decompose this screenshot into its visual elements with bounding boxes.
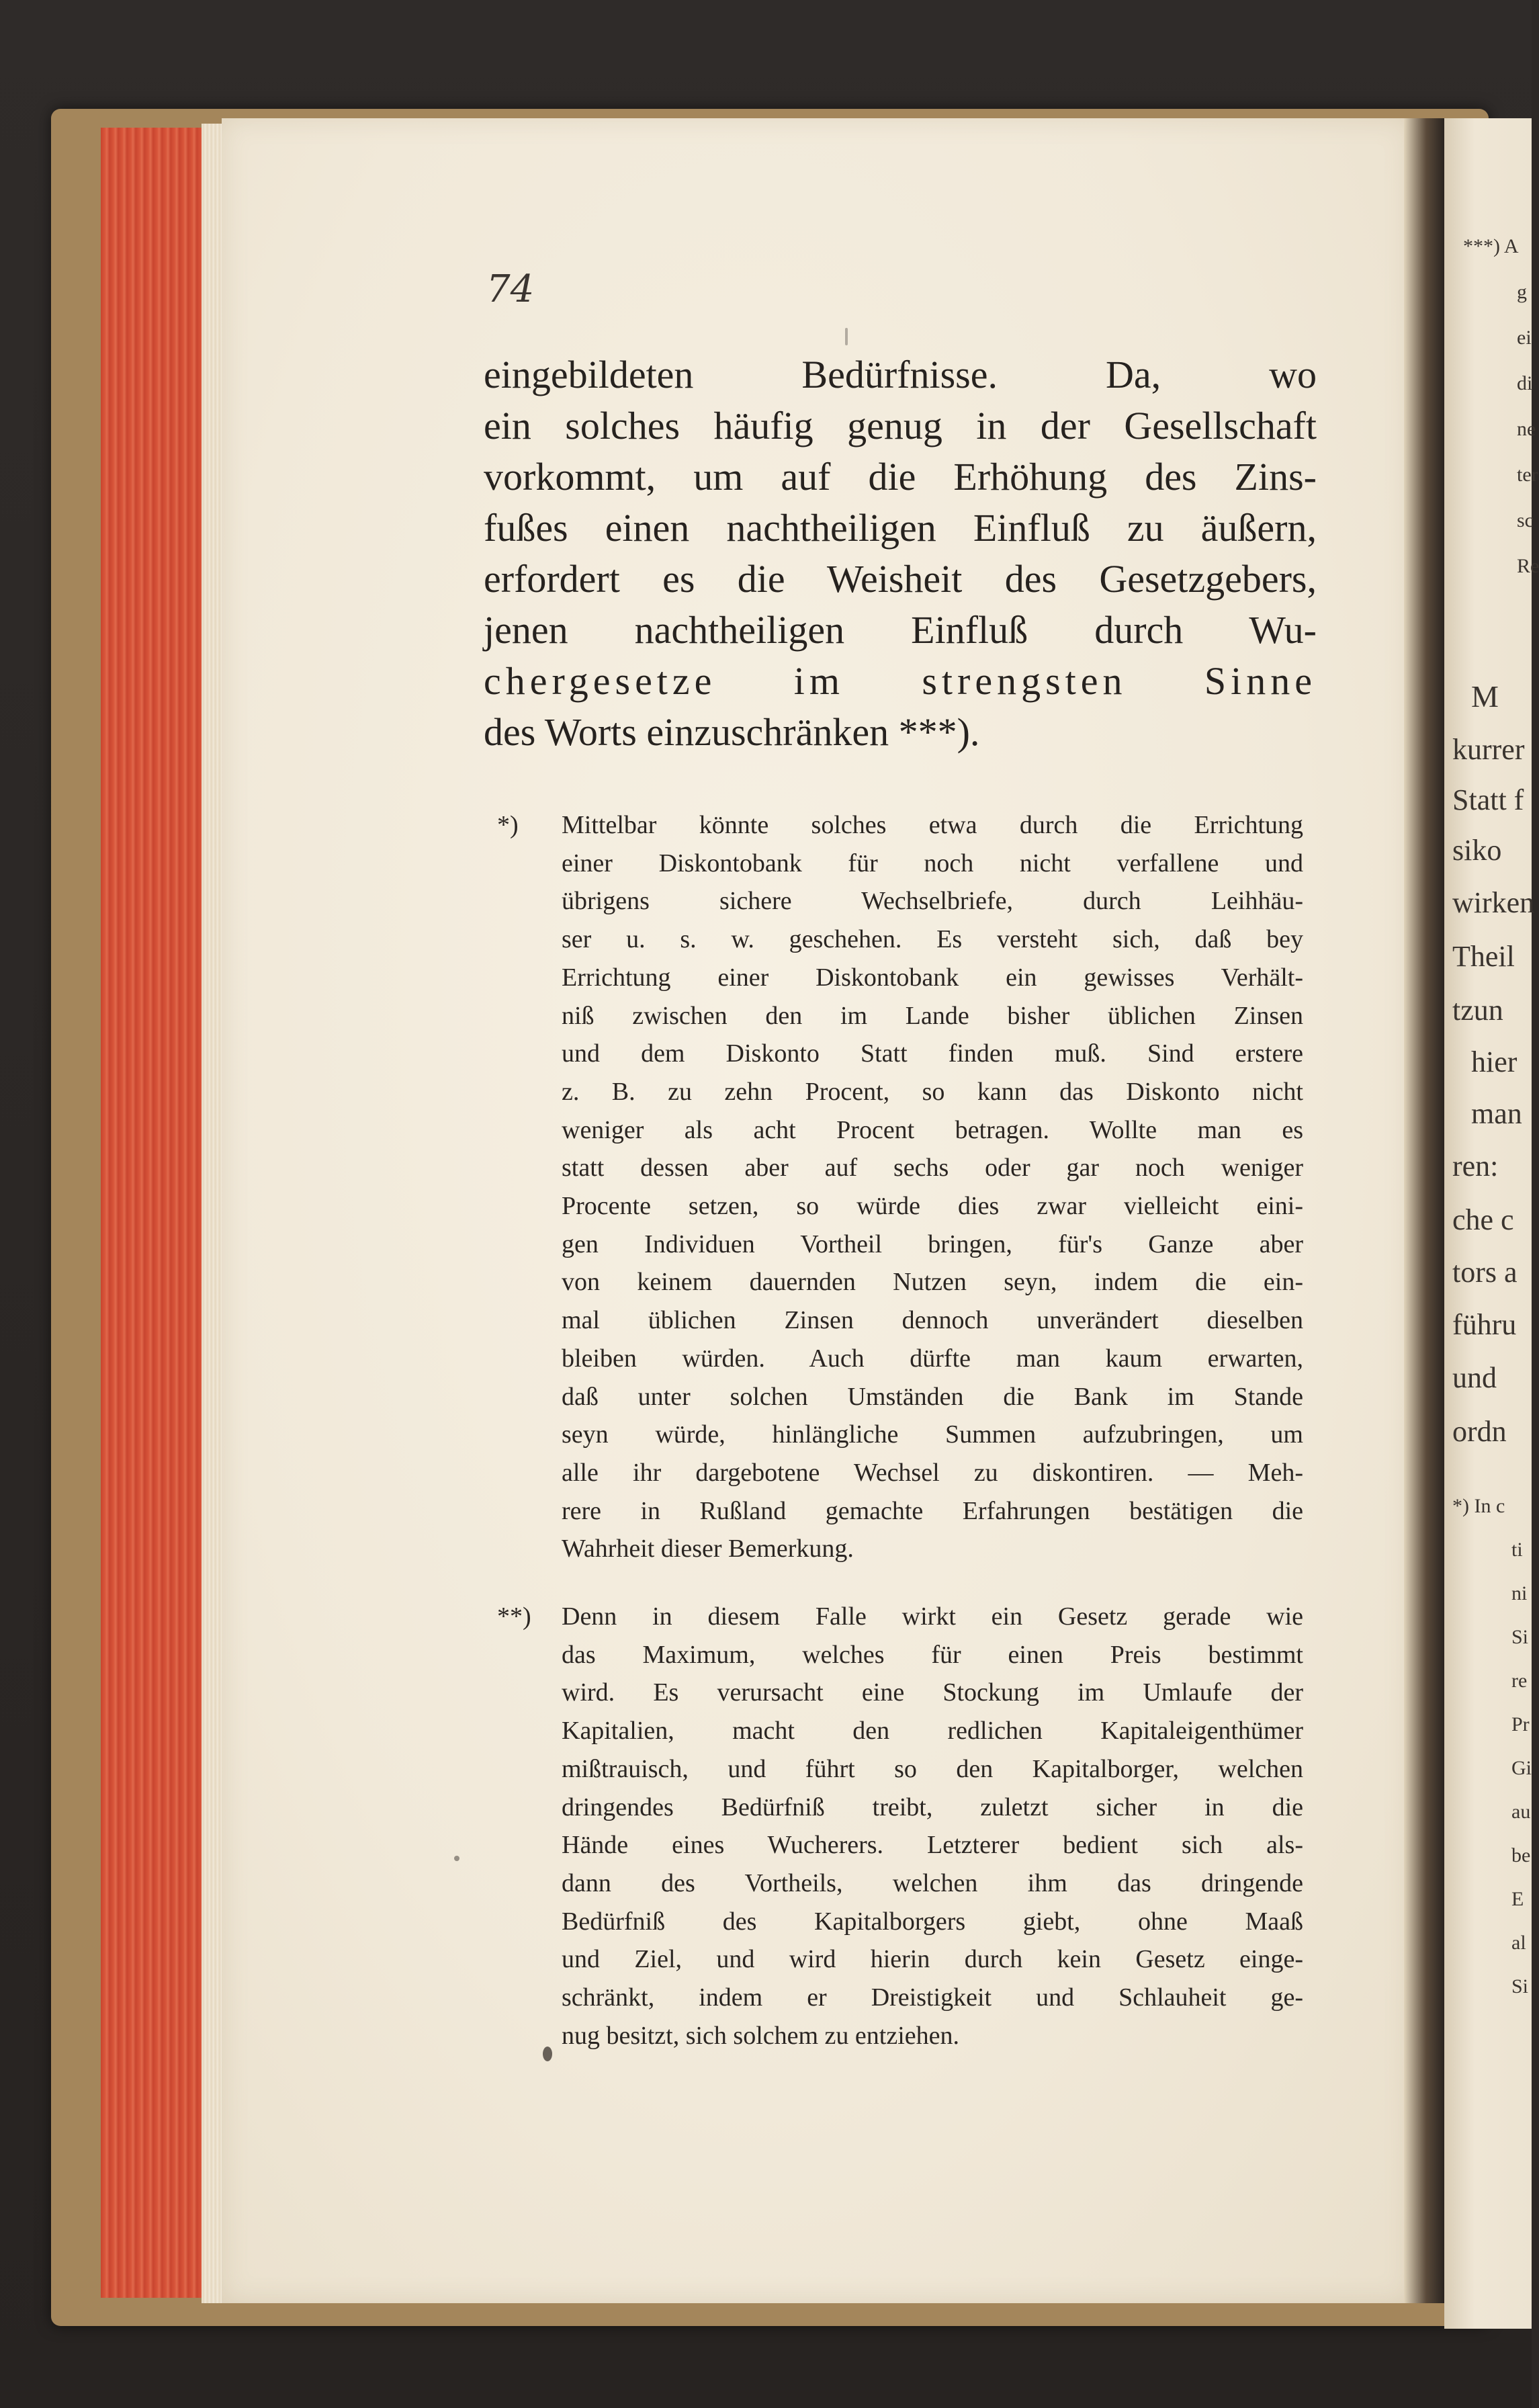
next-page-fragment: ***) A <box>1463 235 1519 257</box>
footnote-line: gen Individuen Vortheil bringen, für's Ganze aber <box>562 1230 1303 1258</box>
footnote-line: wird. Es verursacht eine Stockung im Umlaufe der <box>562 1678 1303 1707</box>
next-page-fragment: Pr <box>1511 1713 1530 1735</box>
footnote-line: mal üblichen Zinsen dennoch unverändert dieselben <box>562 1306 1303 1335</box>
next-page-fragment: ordn <box>1452 1415 1507 1448</box>
footnote-line: Hände eines Wucherers. Letzterer bedient sich als- <box>562 1831 1303 1860</box>
next-page-fragment: g <box>1517 281 1527 303</box>
footnote-line: übrigens sichere Wechselbriefe, durch Leihhäu- <box>562 887 1303 916</box>
footnote-line: und Ziel, und wird hierin durch kein Gesetz einge- <box>562 1945 1303 1974</box>
next-page-fragment: ei <box>1517 327 1532 349</box>
next-page-fragment: ren: <box>1452 1150 1499 1182</box>
footnote-line: Errichtung einer Diskontobank ein gewisses Verhält- <box>562 963 1303 992</box>
next-page-fragment: siko <box>1452 834 1502 867</box>
next-page-fragment: di <box>1517 372 1533 394</box>
next-page-fragment: ter <box>1517 464 1538 486</box>
next-page-fragment: Gi <box>1511 1757 1532 1779</box>
footnote-line: Wahrheit dieser Bemerkung. <box>562 1535 854 1563</box>
footnote-line: alle ihr dargebotene Wechsel zu diskontiren. — Meh- <box>562 1458 1303 1487</box>
next-page-fragment: ti <box>1511 1539 1523 1561</box>
next-page-fragment: ne <box>1517 418 1536 440</box>
red-page-edges <box>101 128 218 2298</box>
body-line: erfordert es die Weisheit des Gesetzgebers, <box>484 557 1317 601</box>
next-page-fragment: sc <box>1517 509 1534 531</box>
next-page-edge <box>1444 118 1539 2329</box>
next-page-fragment: Statt f <box>1452 783 1524 816</box>
footnote-line: rere in Rußland gemachte Erfahrungen bestätigen die <box>562 1496 1303 1525</box>
next-page-fragment: re <box>1511 1670 1528 1692</box>
next-page-fragment: be <box>1511 1844 1531 1866</box>
next-page-fragment: tzun <box>1452 994 1503 1027</box>
next-page-fragment: kurrer <box>1452 733 1525 766</box>
footnote-line: niß zwischen den im Lande bisher üblichen Zinsen <box>562 1001 1303 1030</box>
footnote-line: dann des Vortheils, welchen ihm das dringende <box>562 1868 1303 1897</box>
footnote-line: Mittelbar könnte solches etwa durch die Errichtung <box>562 811 1303 839</box>
next-page-fragment: che c <box>1452 1203 1514 1236</box>
footnote-line: weniger als acht Procent betragen. Wollte man es <box>562 1115 1303 1144</box>
footnote-marker: **) <box>497 1602 531 1631</box>
footnote-line: das Maximum, welches für einen Preis bestimmt <box>562 1640 1303 1669</box>
footnote-text <box>562 1598 1303 2055</box>
body-line: des Worts einzuschränken ***). <box>484 710 980 754</box>
footnote-line: von keinem dauernden Nutzen seyn, indem die ein- <box>562 1268 1303 1297</box>
next-page-fragment: M <box>1471 679 1499 714</box>
next-page-fragment: ni <box>1511 1582 1528 1604</box>
body-line: vorkommt, um auf die Erhöhung des Zins- <box>484 455 1317 499</box>
footnote-line: Kapitalien, macht den redlichen Kapitaleigenthümer <box>562 1717 1303 1746</box>
next-page-fragment: tors a <box>1452 1256 1518 1289</box>
footnote-line: daß unter solchen Umständen die Bank im Stande <box>562 1382 1303 1411</box>
footnote-line: mißtrauisch, und führt so den Kapitalborger, welchen <box>562 1754 1303 1783</box>
next-page-fragment: Si <box>1511 1626 1529 1648</box>
footnote-line: schränkt, indem er Dreistigkeit und Schlauheit ge- <box>562 1983 1303 2012</box>
footnote-line: z. B. zu zehn Procent, so kann das Diskonto nicht <box>562 1077 1303 1106</box>
footnote-marker: *) <box>497 811 519 839</box>
body-line: ein solches häufig genug in der Gesellschaft <box>484 404 1317 447</box>
footnote-line: Bedürfniß des Kapitalborgers giebt, ohne Maaß <box>562 1907 1303 1936</box>
footnote-line: Denn in diesem Falle wirkt ein Gesetz gerade wie <box>562 1602 1303 1631</box>
next-page-fragment: hier <box>1471 1045 1518 1078</box>
next-page-fragment: führu <box>1452 1308 1517 1341</box>
next-page-fragment: wirken <box>1452 886 1535 919</box>
footnote-line: bleiben würden. Auch dürfte man kaum erwarten, <box>562 1344 1303 1373</box>
next-page-fragment: *) In c <box>1452 1495 1505 1517</box>
body-line: chergesetze im strengsten Sinne <box>484 659 1317 703</box>
next-page-fragment: Si <box>1511 1975 1529 1997</box>
footnote-text <box>562 806 1303 1568</box>
ink-spot <box>543 2047 552 2061</box>
footnote-line: ser u. s. w. geschehen. Es versteht sich, daß bey <box>562 925 1303 954</box>
footnote-line: dringendes Bedürfniß treibt, zuletzt sicher in die <box>562 1793 1303 1821</box>
footnote-line: statt dessen aber auf sechs oder gar noch weniger <box>562 1154 1303 1182</box>
page-number: 74 <box>486 267 535 311</box>
next-page-fragment: Re <box>1517 555 1539 577</box>
footnote-line: nug besitzt, sich solchem zu entziehen. <box>562 2021 959 2050</box>
body-line: jenen nachtheiligen Einfluß durch Wu- <box>484 608 1317 652</box>
footnote-line: einer Diskontobank für noch nicht verfallene und <box>562 849 1303 877</box>
next-page-fragment: E <box>1511 1888 1524 1910</box>
next-page-fragment: au <box>1511 1801 1531 1823</box>
main-paragraph <box>484 349 1317 758</box>
next-page-fragment: man <box>1471 1097 1522 1130</box>
body-line: fußes einen nachtheiligen Einfluß zu äußern, <box>484 506 1317 550</box>
ink-spot <box>845 328 848 345</box>
next-page-fragment: und <box>1452 1361 1497 1394</box>
ink-spot <box>454 1856 459 1861</box>
next-page-fragment: Theil <box>1452 940 1515 973</box>
footnote-line: Procente setzen, so würde dies zwar vielleicht eini- <box>562 1192 1303 1221</box>
next-page-fragment: al <box>1511 1932 1526 1954</box>
footnote-line: und dem Diskonto Statt finden muß. Sind erstere <box>562 1039 1303 1068</box>
book-gutter <box>1404 118 1444 2303</box>
body-line: eingebildeten Bedürfnisse. Da, wo <box>484 353 1317 396</box>
footnote-line: seyn würde, hinlängliche Summen aufzubringen, um <box>562 1420 1303 1449</box>
